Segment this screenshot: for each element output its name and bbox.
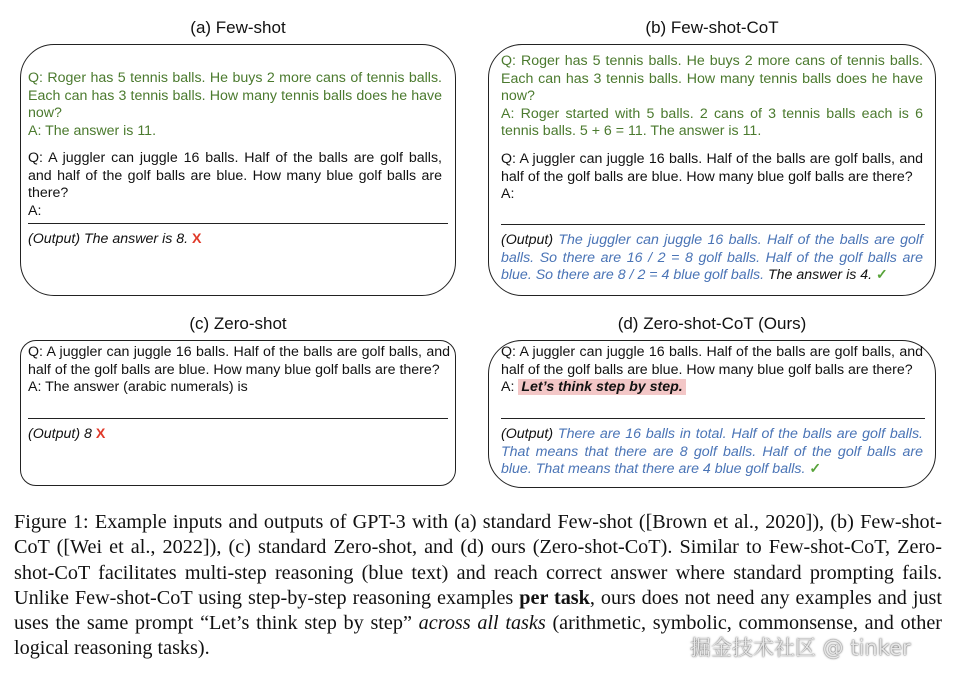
panel-a-example-answer: A: The answer is 11.: [28, 122, 157, 139]
panel-a-question-text: Q: A juggler can juggle 16 balls. Half of the balls are golf balls, and half of the golf balls are blue. How many blue golf balls are there?: [28, 150, 442, 201]
panel-b-divider: [501, 224, 925, 225]
panel-c-answer-line: A: The answer (arabic numerals) is: [28, 379, 248, 395]
panel-b-output-reasoning: The juggler can juggle 16 balls. Half of the balls are golf balls. So there are 16 / 2 = 8 golf balls. Half of the golf balls are blue. So there are 8 / 2 = 4 blue golf balls.: [501, 232, 923, 283]
panel-b-question: [501, 151, 923, 204]
panel-d-output: [501, 426, 923, 479]
caption-part2: , ours does not need any examples and just uses the same prompt “Let’s think step by step”: [14, 586, 943, 635]
panel-c-question-text: Q: A juggler can juggle 16 balls. Half of the balls are golf balls, and half of the golf balls are blue. How many blue golf balls are there?: [28, 344, 450, 378]
caption-part3: (arithmetic, symbolic, commonsense, and other logical reasoning tasks).: [14, 612, 943, 660]
caption-italic: across all tasks: [418, 612, 546, 635]
caption-part1: Figure 1: Example inputs and outputs of GPT-3 with (a) standard Few-shot ([Brown et al., 2020]), (b) Few-shot-CoT ([Wei et al., 2022]), (c) standard Zero-shot, and (d) ours (Zero-shot-CoT). Similar to Few-shot-CoT, Zero-shot-CoT facilitates multi-step reasoning (blue text) and reach correct answer where standard prompting fails. Unlike Few-shot-CoT using step-by-step reasoning examples: [14, 511, 942, 609]
correct-icon: ✓: [809, 461, 822, 477]
panel-d-divider: [501, 418, 925, 419]
panel-a-output-label: (Output): [28, 231, 81, 247]
panel-b-example: [501, 53, 923, 141]
correct-icon: ✓: [876, 267, 888, 283]
panel-b-title: (b) Few-shot-CoT: [645, 18, 779, 37]
panel-a-example: [28, 70, 442, 140]
panel-a-title: (a) Few-shot: [190, 18, 286, 37]
panel-b-answer-prefix: A:: [501, 186, 515, 202]
panel-c-divider: [28, 418, 448, 419]
panel-c-output-text: 8: [84, 426, 92, 442]
panel-a-output-text: The answer is 8.: [84, 231, 189, 247]
panel-b-question-text: Q: A juggler can juggle 16 balls. Half of the balls are golf balls, and half of the golf balls are blue. How many blue golf balls are there?: [501, 151, 923, 185]
panel-d-question: [501, 344, 923, 397]
panel-a-example-question: Q: Roger has 5 tennis balls. He buys 2 more cans of tennis balls. Each can has 3 tennis balls. How many tennis balls does he have now?: [28, 70, 442, 121]
panel-d-question-text: Q: A juggler can juggle 16 balls. Half of the balls are golf balls, and half of the golf balls are blue. How many blue golf balls are there?: [501, 344, 923, 378]
panel-b-example-question: Q: Roger has 5 tennis balls. He buys 2 more cans of tennis balls. Each can has 3 tennis balls. How many tennis balls does he have now?: [501, 53, 923, 104]
watermark: 掘金技术社区 @ tinker: [690, 636, 911, 660]
panel-d-title: (d) Zero-shot-CoT (Ours): [617, 314, 807, 333]
panel-b-output: [501, 232, 923, 285]
panel-c-question: [28, 344, 450, 397]
panel-d-output-label: (Output): [501, 426, 554, 442]
panel-b-output-answer: The answer is 4.: [768, 267, 873, 283]
panel-d-prompt-highlight: Let’s think step by step.: [518, 379, 685, 395]
panel-a-question: [28, 150, 442, 220]
panel-d-answer-prefix: A:: [501, 379, 515, 395]
panel-d-output-reasoning: There are 16 balls in total. Half of the balls are golf balls. That means that there are 8 golf balls. Half of the golf balls are blue. That means that there are 4 blue golf balls.: [501, 426, 923, 477]
panel-c-title: (c) Zero-shot: [189, 314, 287, 333]
panel-b-output-label: (Output): [501, 232, 554, 248]
panel-a-divider: [28, 223, 448, 224]
wrong-icon: X: [95, 426, 106, 442]
panel-c-output-label: (Output): [28, 426, 81, 442]
panel-b-example-answer: A: Roger started with 5 balls. 2 cans of 3 tennis balls each is 6 tennis balls. 5 + 6 = 11. The answer is 11.: [501, 105, 923, 139]
panel-c-output: [28, 426, 442, 444]
caption-bold: per task: [519, 586, 590, 609]
panel-a-answer-prefix: A:: [28, 202, 42, 219]
wrong-icon: X: [192, 231, 202, 247]
panel-a-output: [28, 231, 442, 249]
